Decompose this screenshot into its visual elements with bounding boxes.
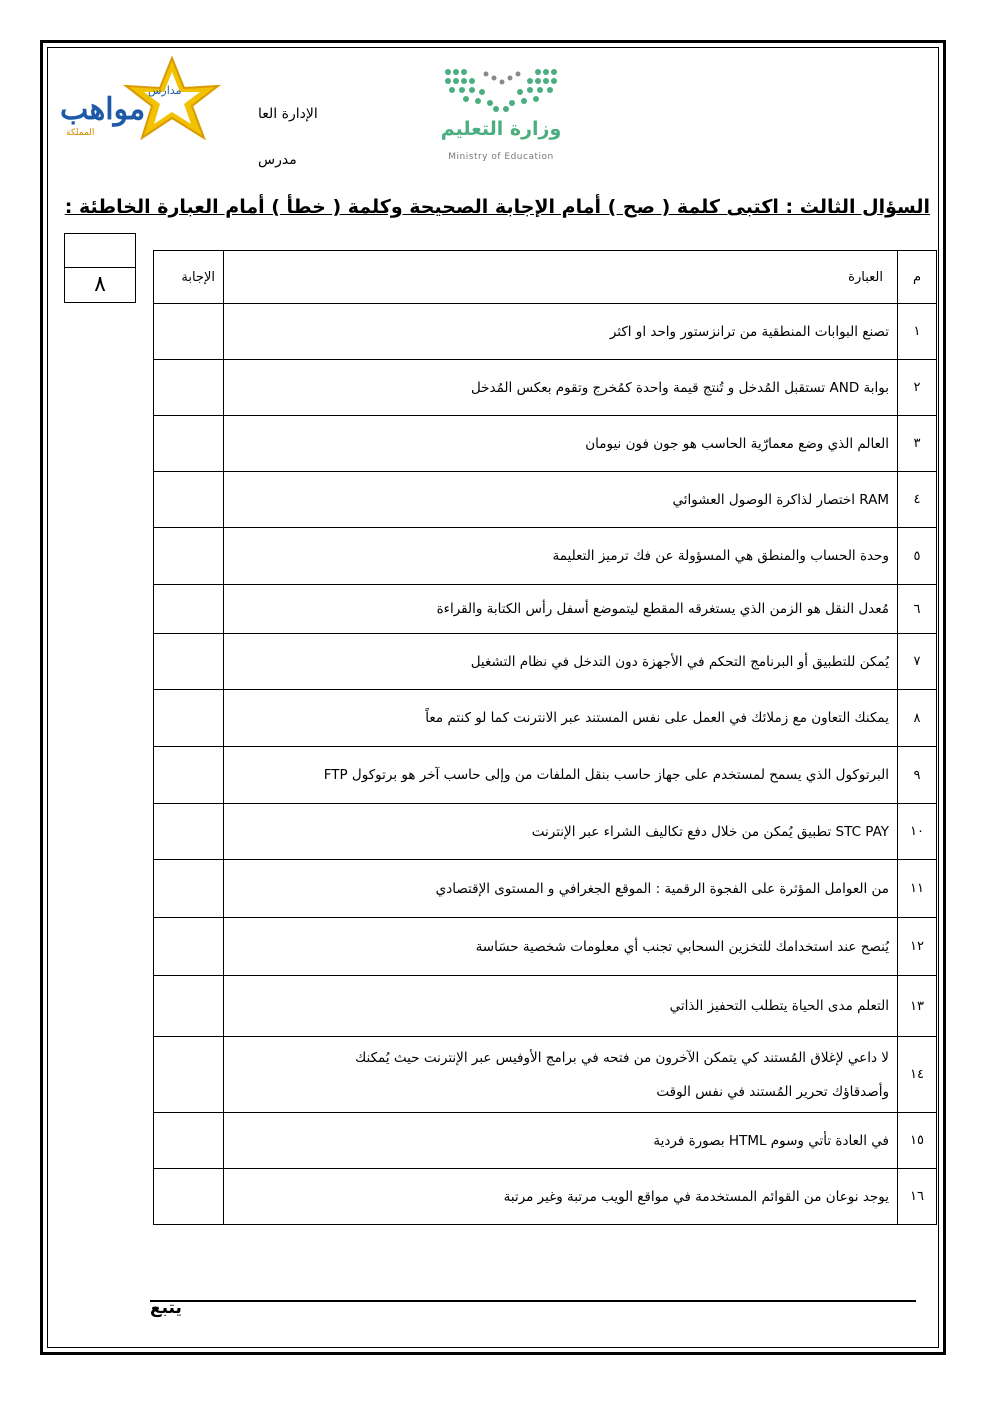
mawhiba-sub: مدارس <box>148 84 182 97</box>
row-statement: RAM اختصار لذاكرة الوصول العشوائي <box>224 472 898 528</box>
row-statement: التعلم مدى الحياة يتطلب التحفيز الذاتي <box>224 976 898 1037</box>
edu-admin-label: الإدارة العا <box>258 106 318 122</box>
table-row <box>154 860 937 918</box>
follow-label: يتبع <box>150 1298 182 1318</box>
answer-cell[interactable] <box>154 860 224 918</box>
row-num: ٤ <box>898 472 937 528</box>
table-row <box>154 304 937 360</box>
table-row <box>154 528 937 585</box>
row-num: ١٢ <box>898 918 937 976</box>
table-row <box>154 918 937 976</box>
table-row <box>154 416 937 472</box>
row-statement: من العوامل المؤثرة على الفجوة الرقمية : الموقع الجغرافي و المستوى الإقتصادي <box>224 860 898 918</box>
header-statement: العبارة <box>224 251 898 304</box>
ministry-name-en: Ministry of Education <box>448 152 554 162</box>
mawhiba-name: مواهب <box>60 92 146 127</box>
row-num: ٩ <box>898 747 937 804</box>
table-row <box>154 747 937 804</box>
row-num: ٨ <box>898 690 937 747</box>
header-num: م <box>898 251 937 304</box>
questions-table <box>153 250 937 1225</box>
score-total: ٨ <box>94 272 106 297</box>
answer-cell[interactable] <box>154 304 224 360</box>
row-num: ٦ <box>898 585 937 634</box>
answer-cell[interactable] <box>154 416 224 472</box>
score-box <box>64 233 136 303</box>
row-statement: في العادة تأتي وسوم HTML بصورة فردية <box>224 1113 898 1169</box>
table-row <box>154 976 937 1037</box>
header-answer: الإجابة <box>154 251 224 304</box>
row-num: ١٤ <box>898 1037 937 1113</box>
table-row <box>154 804 937 860</box>
mawhiba-logo <box>60 56 235 146</box>
answer-cell[interactable] <box>154 690 224 747</box>
row-num: ١١ <box>898 860 937 918</box>
table-header-row <box>154 251 937 304</box>
answer-cell[interactable] <box>154 528 224 585</box>
ministry-name-ar: وزارة التعليم <box>440 118 562 140</box>
row-statement-line: لا داعي لإغلاق المُستند كي يتمكن الآخرون من فتحه في برامج الأوفيس عبر الإنترنت حيث يُمكنك <box>355 1049 889 1066</box>
row-statement: يُمكن للتطبيق أو البرنامج التحكم في الأجهزة دون التدخل في نظام التشغيل <box>224 634 898 690</box>
answer-cell[interactable] <box>154 1169 224 1225</box>
table-row <box>154 472 937 528</box>
table-row <box>154 360 937 416</box>
school-label: مدرس <box>258 152 297 168</box>
row-num: ٢ <box>898 360 937 416</box>
ministry-logo <box>436 64 566 172</box>
row-statement: وحدة الحساب والمنطق هي المسؤولة عن فك ترميز التعليمة <box>224 528 898 585</box>
table-row <box>154 585 937 634</box>
row-statement: مُعدل النقل هو الزمن الذي يستغرقه المقطع ليتموضع أسفل رأس الكتابة والقراءة <box>224 585 898 634</box>
answer-cell[interactable] <box>154 634 224 690</box>
ministry-dots-icon <box>436 64 566 116</box>
mawhiba-tail: المملكة <box>66 128 95 138</box>
row-statement: يمكنك التعاون مع زملائك في العمل على نفس المستند عبر الانترنت كما لو كنتم معاً <box>224 690 898 747</box>
row-num: ٥ <box>898 528 937 585</box>
answer-cell[interactable] <box>154 747 224 804</box>
table-row <box>154 690 937 747</box>
table-row <box>154 1169 937 1225</box>
row-statement: بوابة AND تستقبل المُدخل و تُنتج قيمة واحدة كمُخرج وتقوم بعكس المُدخل <box>224 360 898 416</box>
row-statement <box>224 1037 898 1113</box>
row-num: ١٣ <box>898 976 937 1037</box>
answer-cell[interactable] <box>154 976 224 1037</box>
row-num: ١٥ <box>898 1113 937 1169</box>
table-row <box>154 634 937 690</box>
answer-cell[interactable] <box>154 585 224 634</box>
row-num: ٧ <box>898 634 937 690</box>
answer-cell[interactable] <box>154 1037 224 1113</box>
answer-cell[interactable] <box>154 360 224 416</box>
row-statement: تصنع البوابات المنطقية من ترانزستور واحد او اكثر <box>224 304 898 360</box>
answer-cell[interactable] <box>154 1113 224 1169</box>
row-statement: يوجد نوعان من القوائم المستخدمة في مواقع الويب مرتبة وغير مرتبة <box>224 1169 898 1225</box>
table-row <box>154 1037 937 1113</box>
row-statement: البرتوكول الذي يسمح لمستخدم على جهاز حاسب بنقل الملفات من وإلى حاسب آخر هو برتوكول FTP <box>224 747 898 804</box>
answer-cell[interactable] <box>154 918 224 976</box>
answer-cell[interactable] <box>154 804 224 860</box>
answer-cell[interactable] <box>154 472 224 528</box>
row-statement: يُنصح عند استخدامك للتخزين السحابي تجنب أي معلومات شخصية حسَاسة <box>224 918 898 976</box>
score-earned-cell[interactable] <box>65 234 135 268</box>
question-title: السؤال الثالث : اكتبى كلمة ( صح ) أمام الإجابة الصحيحة وكلمة ( خطأ ) أمام العبارة الخاطئة : <box>64 196 930 218</box>
row-num: ١٦ <box>898 1169 937 1225</box>
row-statement-line: وأصدقاؤك تحرير المُستند في نفس الوقت <box>656 1083 889 1100</box>
row-num: ١٠ <box>898 804 937 860</box>
row-num: ٣ <box>898 416 937 472</box>
table-row <box>154 1113 937 1169</box>
row-num: ١ <box>898 304 937 360</box>
follow-line <box>150 1300 916 1302</box>
row-statement: العالم الذي وضع معمارّية الحاسب هو جون فون نيومان <box>224 416 898 472</box>
row-statement: STC PAY تطبيق يُمكن من خلال دفع تكاليف الشراء عبر الإنترنت <box>224 804 898 860</box>
